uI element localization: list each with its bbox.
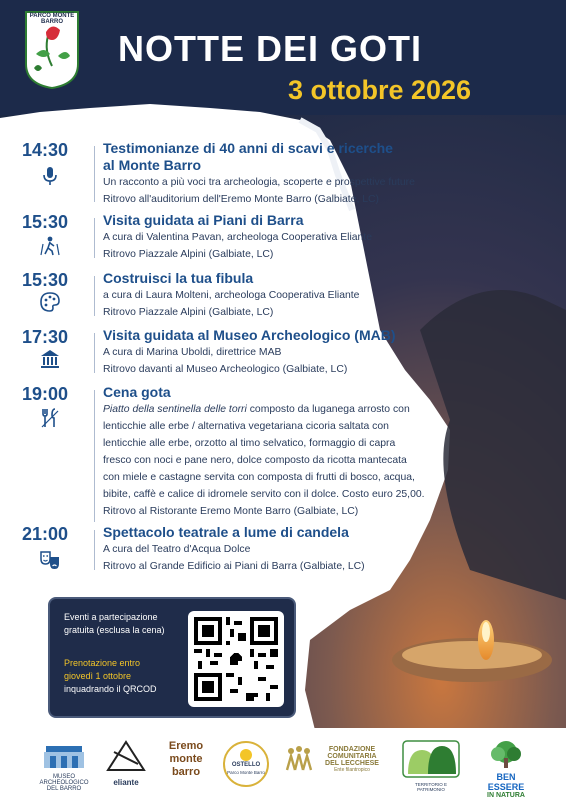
event-detail: bibite, caffè e calice di idromele servito con il dolce. Costo euro 25,00. (103, 489, 425, 500)
event-detail: lenticchie alle erbe / alternativa vegetariana cicoria saltata con (103, 421, 389, 432)
logo-text: TERRITORIO E PATRIMONIO (415, 782, 447, 792)
info-line: giovedì 1 ottobre (64, 671, 132, 681)
event-detail: fresco con noci e pane nero, dolce composto da ricotta mantecata (103, 455, 407, 466)
event-time: 15:30 (22, 212, 69, 232)
logo-text: Eremo (168, 740, 204, 752)
eremo-monte-barro-logo (160, 740, 212, 788)
event-content (103, 327, 463, 378)
logo-text: MUSEO ARCHEOLOGICO (39, 774, 89, 786)
fondazione-people-icon (284, 744, 314, 774)
row-divider (94, 146, 95, 202)
event-time: 19:00 (22, 384, 69, 404)
event-detail: A cura del Teatro d'Acqua Dolce (103, 544, 251, 555)
row-divider (94, 218, 95, 258)
eliante-mark-icon (104, 740, 148, 774)
event-title-line: Visita guidata ai Piani di Barra (103, 212, 304, 228)
microphone-icon (38, 164, 62, 188)
info-line: Eventi a partecipazione (64, 612, 158, 622)
event-content (103, 212, 463, 263)
logo-text: BEN ESSERE (487, 772, 525, 792)
ostello-logo (222, 740, 270, 788)
logo-text: IN NATURA (487, 792, 525, 799)
eliante-logo (104, 740, 148, 788)
event-title-line: al Monte Barro (103, 157, 202, 173)
info-line: gratuita (esclusa la cena) (64, 625, 165, 635)
event-detail: A cura di Marina Uboldi, direttrice MAB (103, 347, 282, 358)
fondazione-text (316, 746, 388, 773)
logo-text: OSTELLO (231, 762, 261, 768)
booking-info-box (48, 597, 296, 718)
logo-text: monte (169, 753, 203, 765)
event-detail: Ritrovo all'auditorium dell'Eremo Monte Barro (Galbiate, LC) (103, 194, 379, 205)
event-detail: con miele e castagne servita con composta di frutti di bosco, acqua, (103, 472, 415, 483)
qr-code-icon (194, 617, 278, 701)
event-time: 17:30 (22, 327, 69, 347)
cutlery-icon (38, 406, 62, 430)
info-participation (64, 611, 184, 637)
logo-text: COMUNITARIA (327, 753, 377, 760)
event-time: 15:30 (22, 270, 69, 290)
event-content (103, 270, 463, 321)
territorio-arches-icon (402, 740, 460, 778)
event-content (103, 384, 463, 520)
info-line: Prenotazione entro (64, 658, 141, 668)
theater-masks-icon (38, 548, 62, 572)
event-detail: Ritrovo al Ristorante Eremo Monte Barro (Galbiate, LC) (103, 506, 359, 517)
event-title-line: Costruisci la tua fibula (103, 270, 254, 286)
event-title-line: Spettacolo teatrale a lume di candela (103, 524, 349, 540)
info-booking (64, 657, 184, 696)
event-content (103, 140, 463, 208)
event-title-line: Testimonianze di 40 anni di scavi e ricerche (103, 140, 393, 156)
museum-building-icon (36, 740, 92, 770)
info-line: inquadrando il QRCOD (64, 684, 157, 694)
event-content (103, 524, 463, 575)
booking-qr-code[interactable] (188, 611, 284, 707)
territorio-patrimonio-logo (402, 740, 460, 792)
event-detail: Ritrovo Piazzale Alpini (Galbiate, LC) (103, 249, 274, 260)
logo-text: barro (171, 766, 201, 778)
logo-text: Parco Monte Barro (227, 770, 265, 775)
tree-icon (478, 740, 534, 768)
hiking-icon (38, 234, 62, 258)
event-detail: Un racconto a più voci tra archeologia, scoperte e prospettive future (103, 177, 415, 188)
palette-icon (38, 290, 62, 314)
museo-archeologico-logo (36, 740, 92, 792)
event-time: 14:30 (22, 140, 69, 160)
row-divider (94, 276, 95, 316)
menu-dish-name: Piatto della sentinella delle torri (103, 404, 247, 415)
row-divider (94, 390, 95, 522)
event-detail: a cura di Laura Molteni, archeologa Cooperativa Eliante (103, 290, 360, 301)
event-time: 21:00 (22, 524, 69, 544)
event-detail: lenticchie alle erbe, orzotto al timo selvatico, formaggio di capra (103, 438, 396, 449)
event-detail: Ritrovo Piazzale Alpini (Galbiate, LC) (103, 307, 274, 318)
fondazione-comunitaria-logo (284, 740, 386, 788)
logo-text: eliante (113, 778, 139, 787)
event-menu-line (103, 401, 463, 418)
event-detail: Ritrovo al Grande Edificio ai Piani di Barra (Galbiate, LC) (103, 561, 365, 572)
row-divider (94, 530, 95, 570)
event-title-line: Visita guidata al Museo Archeologico (MAB) (103, 327, 396, 343)
logo-text: Ente filantropico (334, 767, 370, 773)
benessere-in-natura-logo (478, 740, 534, 799)
menu-dish-description: composto da luganega arrosto con (246, 404, 410, 415)
logo-text: DEL LECCHESE (325, 760, 379, 767)
logo-text: DEL BARRO (46, 786, 82, 792)
event-detail: A cura di Valentina Pavan, archeologa Cooperativa Eliante (103, 232, 372, 243)
museum-icon (38, 347, 62, 371)
event-title: NOTTE DEI GOTI (118, 28, 423, 69)
event-date: 3 ottobre 2026 (288, 75, 472, 105)
logo-text: FONDAZIONE (328, 746, 376, 753)
row-divider (94, 333, 95, 373)
event-title-line: Cena gota (103, 384, 171, 400)
event-detail: Ritrovo davanti al Museo Archeologico (Galbiate, LC) (103, 364, 348, 375)
logo-badge-text: PARCO MONTE BARRO (29, 13, 75, 25)
